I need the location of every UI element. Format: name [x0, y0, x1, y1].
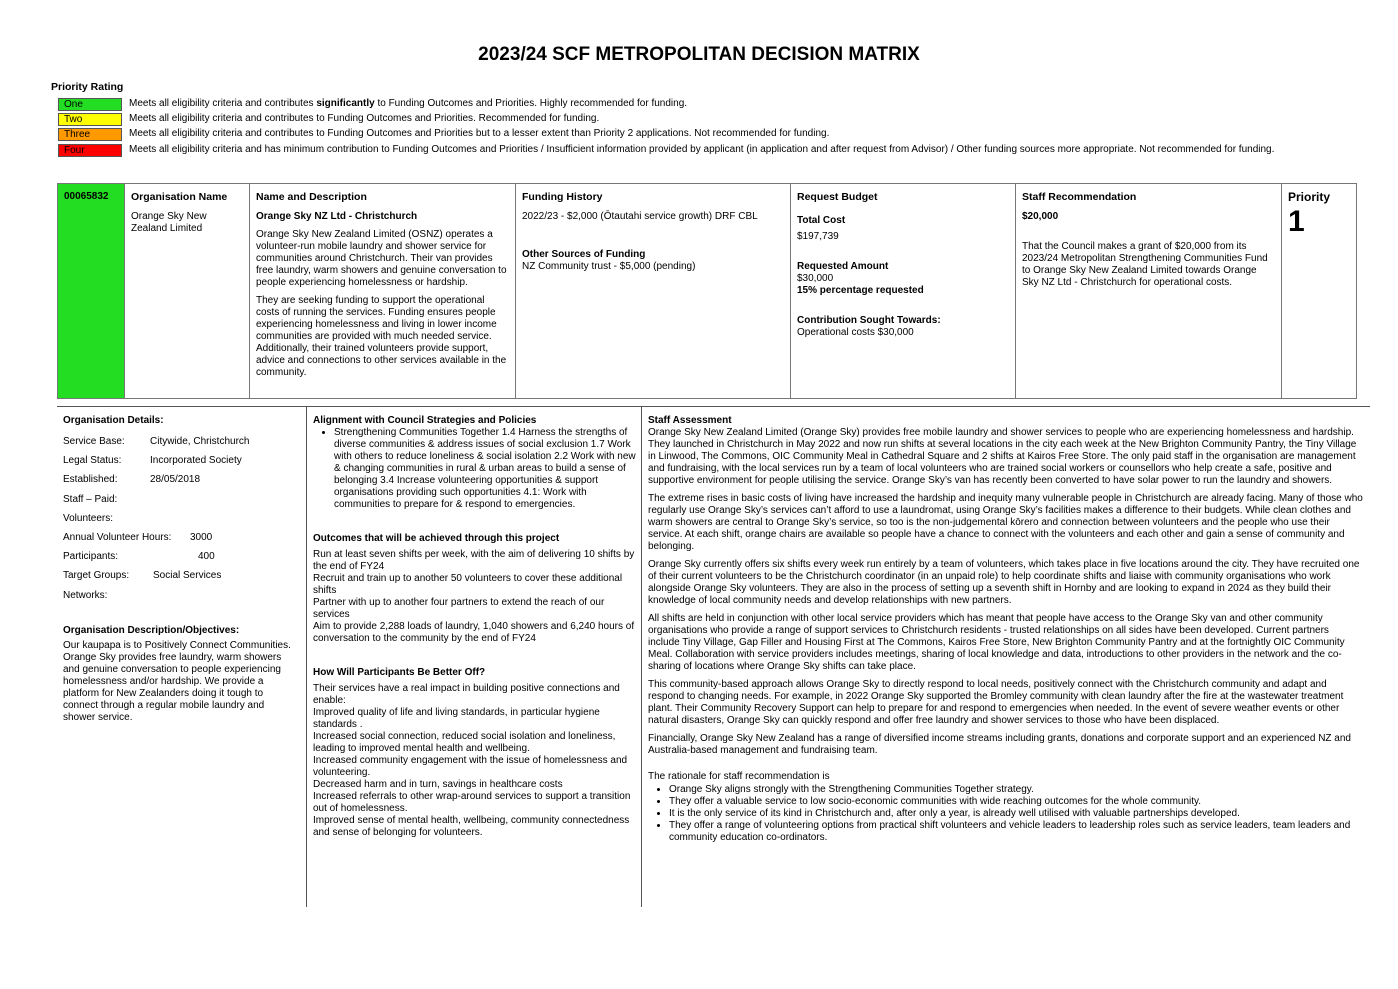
column-divider-left [306, 407, 307, 907]
outcome-item: Aim to provide 2,288 loads of laundry, 1,040 showers and 6,240 hours of conversation to the community by the end of FY24 [313, 621, 635, 644]
org-name: Orange Sky New Zealand Limited [131, 211, 207, 234]
participant-item: Improved quality of life and living standards, in particular hygiene standards . [313, 707, 600, 730]
org-description-text: Our kaupapa is to Positively Connect Communities. Orange Sky provides free laundry, warm showers and genuine conversation to people experiencing homelessness and/or hardship. We provide a platform for New Zealanders doing it tough to connect through a regular mobile laundry and shower service. [63, 639, 291, 723]
priority-swatch-four: Four [58, 144, 122, 157]
priority-swatch-one: One [58, 98, 122, 111]
name-description-cell [250, 184, 516, 398]
staff-assessment-column [648, 415, 1363, 844]
assessment-paragraph: Orange Sky currently offers six shifts every week run entirely by a team of volunteers, which takes place in five locations around the city. They have recruited one of their current volunteers to be the Christchurch coordinator (in an unpaid role) to help coordinate shifts and liaise with community organisations who work alongside Orange Sky volunteers. They are also in the process of setting up a seventh shift in Hornby and are looking to expand in 2024 as they build their knowledge of local community needs and develop relationships with new partners. [648, 559, 1360, 606]
assessment-paragraph: This community-based approach allows Orange Sky to directly respond to local needs, positively connect with the Christchurch community and adapt and respond to changing needs. For example, in 2022 Orange Sky supported the Bromley community with clean laundry after the fire at the wastewater treatment plant. Their Community Recovery Support can help to prepare for and respond to emergencies when needed. In the event of severe weather events or other natural disasters, Orange Sky can quickly respond and offer free laundry and shower services to those who have been displaced. [648, 679, 1344, 726]
project-name: Orange Sky NZ Ltd - Christchurch [256, 211, 418, 222]
rationale-item: • They offer a range of volunteering options from practical shift volunteers and vehicle leaders to leadership roles such as service leaders, team leaders and community education co-ordinators. [669, 820, 1363, 844]
participant-item: Their services have a real impact in building positive connections and enable: [313, 683, 620, 706]
detail-volunteer-hours: Annual Volunteer Hours: 3000 [63, 531, 213, 543]
total-cost-value: $197,739 [797, 231, 839, 242]
contribution-label: Contribution Sought Towards: [797, 315, 941, 326]
outcome-item: Partner with up to another four partners to extend the reach of our services [313, 597, 605, 620]
contribution-value: Operational costs $30,000 [797, 327, 914, 338]
alignment-list [313, 427, 636, 511]
request-budget-header: Request Budget [797, 191, 878, 203]
project-description-1: Orange Sky New Zealand Limited (OSNZ) operates a volunteer-run mobile laundry and shower service for communities around Christchurch. Their van provides free laundry, warm showers and genuine conversation to people experiencing homelessness or hardship. [256, 229, 507, 288]
section-divider [57, 406, 1370, 407]
priority-swatch-two: Two [58, 113, 122, 126]
staff-assessment-heading: Staff Assessment [648, 415, 732, 426]
priority-text-two: Meets all eligibility criteria and contributes to Funding Outcomes and Priorities. Recommended for funding. [129, 113, 600, 124]
org-description-heading: Organisation Description/Objectives: [63, 624, 240, 636]
rationale-intro: The rationale for staff recommendation is [648, 771, 830, 782]
project-description-2: They are seeking funding to support the operational costs of running the services. Funding ensures people experiencing homelessness and living in lower income communities are provided with much needed service. Additionally, their trained volunteers provide support, advice and connections to other services available in the community. [256, 295, 507, 378]
assessment-paragraph: The extreme rises in basic costs of living have increased the hardship and inequity many vulnerable people in Christchurch are already facing. Many of those who regularly use Orange Sky’s services can’t afford to use a laundromat, using Orange Sky’s facilities makes a difference to their budgets. While clean clothes and warm showers are central to Orange Sky’s service, so too is the non-judgemental kōrero and connection between volunteers and the people who use their service. At each shift, orange chairs are available so people have a chance to connect with the volunteers and each other and gain a sense of community and belonging. [648, 493, 1363, 552]
name-description-header: Name and Description [256, 191, 367, 203]
outcome-item: Run at least seven shifts per week, with the aim of delivering 10 shifts by the end of FY24 [313, 549, 635, 572]
org-name-header: Organisation Name [131, 191, 228, 203]
priority-value: 1 [1288, 205, 1305, 238]
participant-item: Increased social connection, reduced social isolation and loneliness, leading to improved mental health and wellbeing. [313, 731, 616, 754]
outcome-item: Recruit and train up to another 50 volunteers to cover these additional shifts [313, 573, 623, 596]
detail-legal-status: Legal Status: Incorporated Society [63, 455, 242, 467]
requested-amount-value: $30,000 [797, 273, 834, 284]
priority-cell [1282, 184, 1356, 398]
funding-history-header: Funding History [522, 191, 603, 203]
rationale-item: • They offer a valuable service to low socio-economic communities with wide reaching outcomes for the whole community. [669, 796, 1363, 808]
application-id: 00065832 [64, 191, 109, 202]
alignment-column [313, 415, 636, 839]
priority-text-one: Meets all eligibility criteria and contributes significantly to Funding Outcomes and Priorities. Highly recommended for funding. [129, 98, 688, 109]
detail-networks: Networks: [63, 589, 108, 601]
percentage-requested: 15% percentage requested [797, 285, 924, 296]
detail-staff-paid: Staff – Paid: [63, 493, 118, 505]
detail-volunteers: Volunteers: [63, 512, 114, 524]
org-details-heading: Organisation Details: [63, 415, 164, 426]
other-sources-header: Other Sources of Funding [522, 249, 646, 260]
rationale-item: • Orange Sky aligns strongly with the Strengthening Communities Together strategy. [669, 784, 1363, 796]
requested-amount-label: Requested Amount [797, 261, 889, 272]
participant-item: Decreased harm and in turn, savings in healthcare costs [313, 779, 563, 790]
org-details-column [63, 415, 299, 724]
funding-history-cell [516, 184, 791, 398]
alignment-item: • Strengthening Communities Together 1.4 Harness the strengths of diverse communities & address issues of social exclusion 1.7 Work with others to reduce loneliness & social isolation 2.2 Work with new & changing communities in rural & urban areas to build a sense of belonging 3.4 Increase volunteering opportunities & support organisations providing such opportunities 4.1: Work with communities to prepare for & respond to emergencies. [334, 427, 636, 511]
staff-recommendation-cell [1016, 184, 1282, 398]
outcomes-heading: Outcomes that will be achieved through this project [313, 533, 560, 544]
priority-swatch-three: Three [58, 128, 122, 141]
other-sources: NZ Community trust - $5,000 (pending) [522, 261, 696, 272]
priority-text-three: Meets all eligibility criteria and contributes to Funding Outcomes and Priorities but to a lesser extent than Priority 2 applications. Not recommended for funding. [129, 128, 830, 139]
assessment-paragraph: Financially, Orange Sky New Zealand has a range of diversified income streams including grants, donations and corporate support and an experienced NZ and Australia-based management and fundraising team. [648, 733, 1351, 756]
detail-service-base: Service Base: Citywide, Christchurch [63, 436, 250, 447]
priority-header: Priority [1288, 190, 1331, 204]
detail-target-groups: Target Groups: Social Services [63, 570, 222, 582]
funding-history: 2022/23 - $2,000 (Ōtautahi service growth) DRF CBL [522, 211, 758, 222]
application-table [57, 183, 1357, 399]
page-title: 2023/24 SCF METROPOLITAN DECISION MATRIX [478, 44, 920, 65]
assessment-paragraph: All shifts are held in conjunction with other local service providers which has meant that people have access to the Orange Sky van and other community organisations who provide a range of support services to Christchurch residents - trusted relationships on all sides have been developed. Current partners include Tiny Village, Gap Filler and Housing First at The Commons, Kairos Free Store, New Brighton Community Pantry and at the fortnightly OIC Community Meal. Collaboration with service providers includes meetings, sharing of local knowledge and data, introductions to other providers in the network and the co-sharing of locations where Orange Sky shifts can take place. [648, 613, 1345, 672]
staff-recommendation-text: That the Council makes a grant of $20,000 from its 2023/24 Metropolitan Strengthening Communities Fund to Orange Sky New Zealand Limited towards Orange Sky NZ Ltd - Christchurch for operational costs. [1022, 241, 1268, 288]
detail-participants: Participants: 400 [63, 551, 215, 563]
staff-recommendation-amount: $20,000 [1022, 211, 1059, 222]
staff-recommendation-header: Staff Recommendation [1022, 191, 1137, 203]
org-name-cell [125, 184, 250, 398]
total-cost-label: Total Cost [797, 215, 846, 226]
participant-item: Increased community engagement with the issue of homelessness and volunteering. [313, 755, 628, 778]
column-divider-right [641, 407, 642, 907]
assessment-paragraph: Orange Sky New Zealand Limited (Orange Sky) provides free mobile laundry and shower services to people who are experiencing homelessness and hardship. They launched in Christchurch in May 2022 and now run shifts at several locations in the city each week at the New Brighton Community Pantry, the Tiny Village in Linwood, The Commons, OIC Community Meal in Cathedral Square and 2 shifts at Kairos Free Store. The only paid staff in the organisation are management and fundraising, with the local services run by a team of local volunteers who are trained social workers or counsellors who help create a safe, positive and supportive environment for people utilising the service. Orange Sky’s van has recently been converted to have solar power to run the laundry and showers. [648, 427, 1357, 486]
priority-text-four: Meets all eligibility criteria and has minimum contribution to Funding Outcomes and Priorities / Insufficient information provided by applicant (in application and after request from Advisor) / Other funding sources more appropriate. Not recommended for funding. [129, 144, 1275, 155]
request-budget-cell [791, 184, 1016, 398]
rationale-item: • It is the only service of its kind in Christchurch and, after only a year, is already well utilised with valuable partnerships developed. [669, 808, 1363, 820]
participant-item: Increased referrals to other wrap-around services to support a transition out of homelessness. [313, 791, 631, 814]
alignment-heading: Alignment with Council Strategies and Policies [313, 415, 537, 426]
priority-rating-heading: Priority Rating [51, 81, 124, 93]
participants-heading: How Will Participants Be Better Off? [313, 667, 486, 678]
participant-item: Improved sense of mental health, wellbeing, community connectedness and sense of belonging for volunteers. [313, 815, 630, 838]
rationale-list [648, 784, 1363, 844]
detail-established: Established: 28/05/2018 [63, 474, 201, 486]
application-id-cell [58, 184, 125, 398]
